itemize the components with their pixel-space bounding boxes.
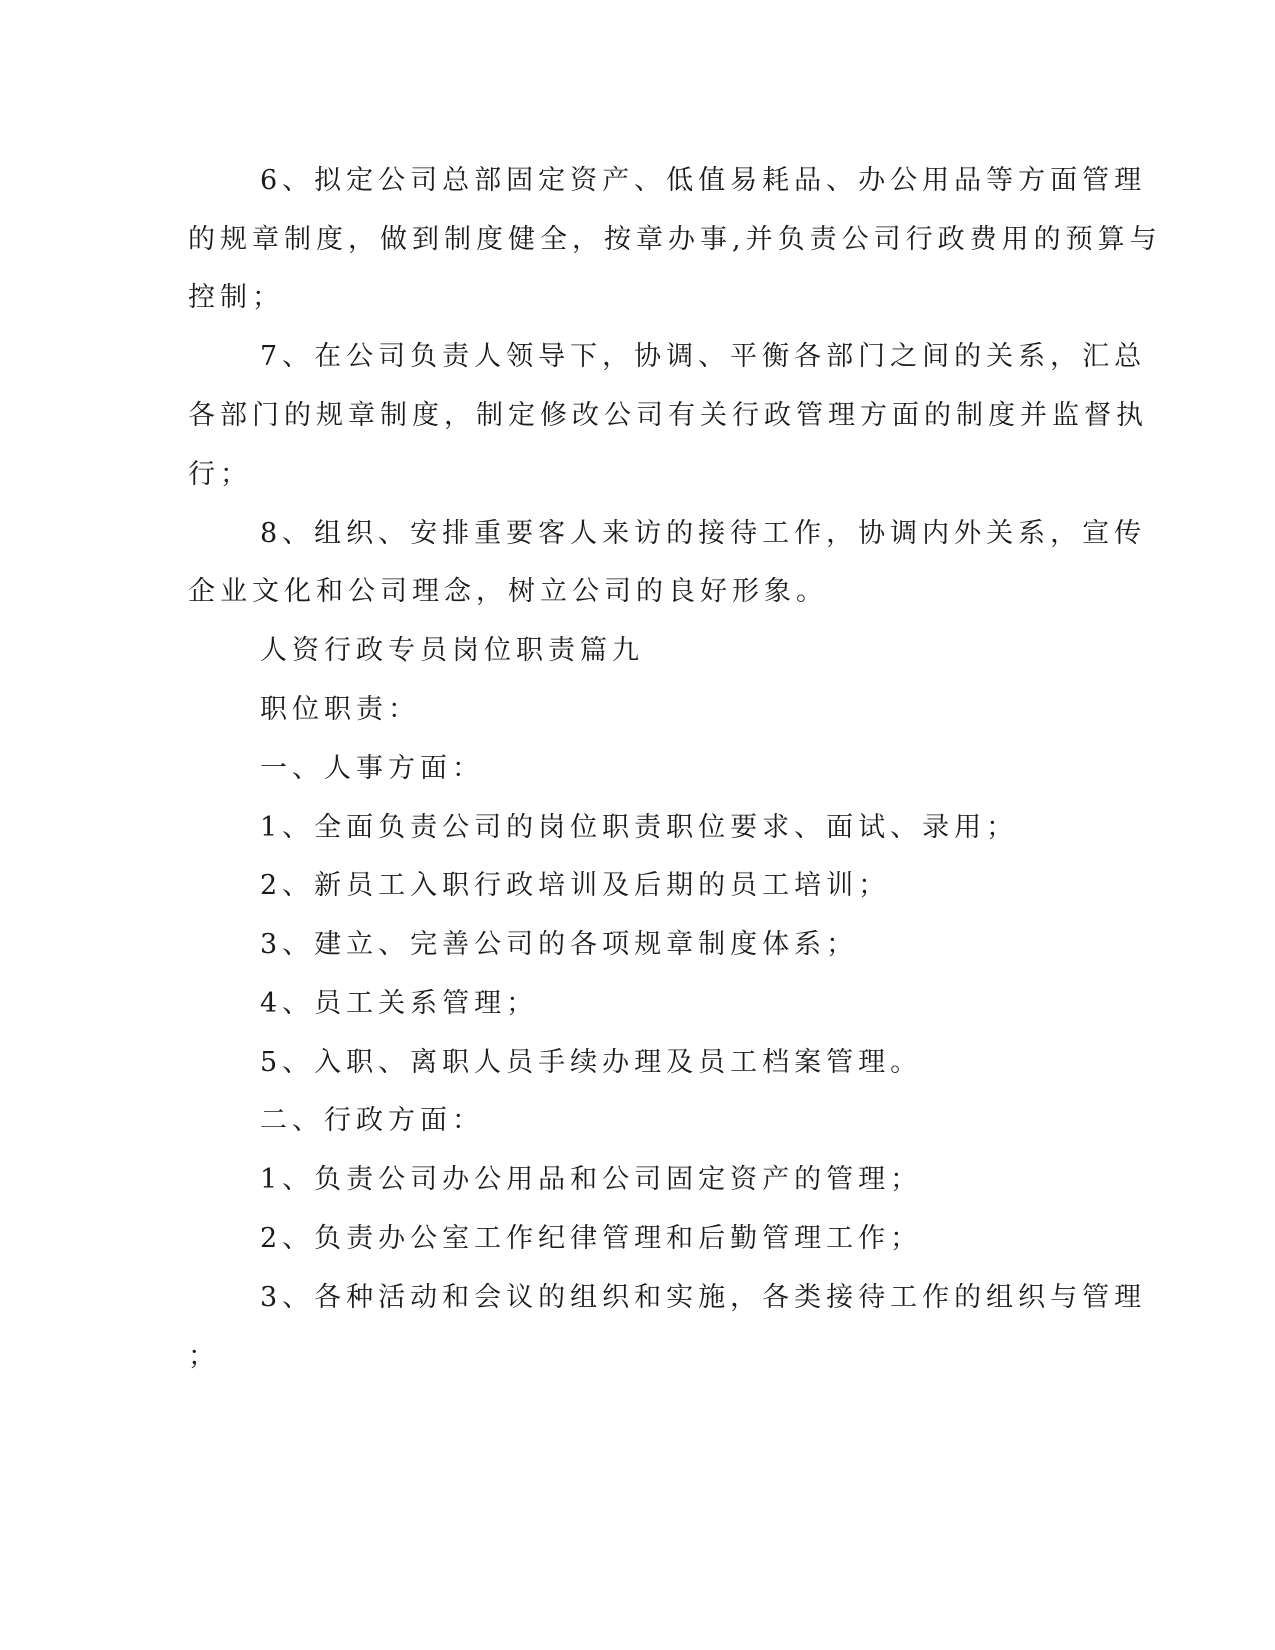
list-item-admin-2: 2、负责办公室工作纪律管理和后勤管理工作； [260, 1223, 923, 1254]
paragraph-7-line-3: 行； [188, 459, 252, 490]
list-item-personnel-1: 1、全面负责公司的岗位职责职位要求、面试、录用； [260, 812, 1019, 843]
list-item-admin-1: 1、负责公司办公用品和公司固定资产的管理； [260, 1164, 923, 1195]
paragraph-7-line-1: 7、在公司负责人领导下，协调、平衡各部门之间的关系，汇总 [260, 341, 1147, 372]
subheading-duties: 职位职责： [260, 694, 420, 725]
list-item-personnel-2: 2、新员工入职行政培训及后期的员工培训； [260, 870, 891, 901]
subheading-personnel: 一、人事方面： [260, 753, 484, 784]
paragraph-6-line-3: 控制； [188, 282, 284, 313]
section-heading: 人资行政专员岗位职责篇九 [260, 635, 644, 666]
list-item-personnel-5: 5、入职、离职人员手续办理及员工档案管理。 [260, 1047, 923, 1078]
list-item-personnel-4: 4、员工关系管理； [260, 988, 539, 1019]
paragraph-8-line-2: 企业文化和公司理念，树立公司的良好形象。 [188, 576, 828, 607]
list-item-admin-3: 3、各种活动和会议的组织和实施，各类接待工作的组织与管理 [260, 1282, 1147, 1313]
paragraph-7-line-2: 各部门的规章制度，制定修改公司有关行政管理方面的制度并监督执 [188, 400, 1148, 431]
paragraph-6-line-1: 6、拟定公司总部固定资产、低值易耗品、办公用品等方面管理 [260, 165, 1147, 196]
paragraph-6-line-2: 的规章制度，做到制度健全，按章办事,并负责公司行政费用的预算与 [188, 224, 1162, 255]
paragraph-8-line-1: 8、组织、安排重要客人来访的接待工作，协调内外关系，宣传 [260, 518, 1147, 549]
list-item-admin-3-continuation: ； [188, 1341, 220, 1372]
subheading-administration: 二、行政方面： [260, 1105, 484, 1136]
list-item-personnel-3: 3、建立、完善公司的各项规章制度体系； [260, 929, 859, 960]
